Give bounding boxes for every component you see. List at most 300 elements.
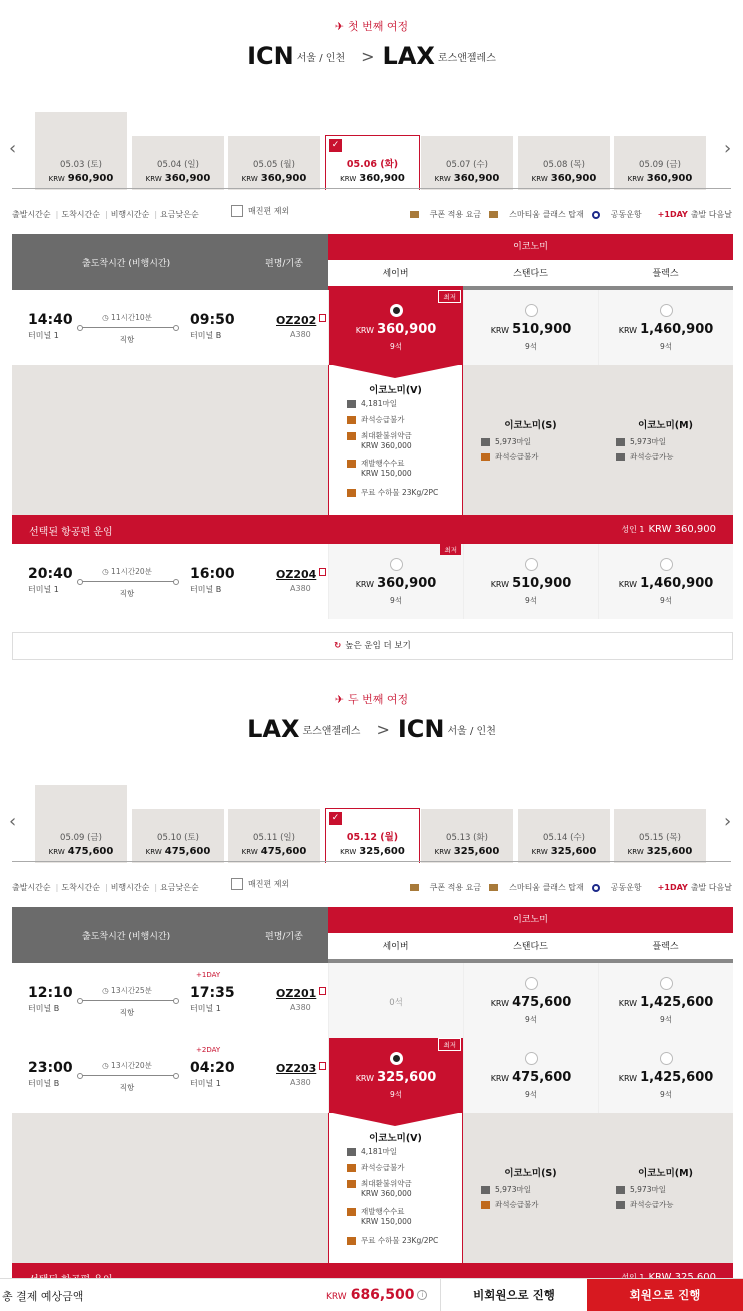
fare-cell[interactable] [463, 963, 598, 1038]
popup-icon [319, 568, 326, 576]
seats-left: 9석 [659, 596, 673, 605]
next-date-arrow-icon[interactable]: › [724, 811, 732, 832]
fare-price [464, 322, 598, 337]
seats-left: 9석 [524, 1015, 538, 1024]
fare-header: 플렉스 [598, 260, 733, 290]
dep-time: 14:40 [28, 312, 73, 328]
separator: | [154, 883, 158, 892]
fare-detail-panel [12, 365, 733, 515]
flight-number-link[interactable] [276, 1062, 326, 1075]
detail-item [347, 1206, 404, 1217]
date-label: 05.04 (일) [157, 160, 199, 170]
fare-radio[interactable] [660, 977, 673, 990]
sort-option[interactable]: 비행시간순 [110, 883, 150, 892]
refund-icon [347, 432, 356, 440]
currency-label: KRW [355, 1074, 375, 1083]
trip1-date-selector [0, 108, 743, 190]
dep-time: 20:40 [28, 566, 73, 582]
date-tab[interactable] [228, 809, 320, 863]
detail-item-text: 5,973마일 [495, 1185, 531, 1194]
date-tab[interactable] [421, 809, 513, 863]
currency-label: KRW [434, 175, 451, 183]
mile-icon [616, 1186, 625, 1194]
legend-codeshare-text: 공동운항 [610, 883, 642, 892]
date-price-value: 325,600 [453, 846, 500, 857]
fare-header: 스탠다드 [463, 933, 598, 963]
flight-type: 직항 [119, 335, 135, 344]
fare-radio[interactable] [660, 558, 673, 571]
detail-item-text: 5,973마일 [630, 1185, 666, 1194]
arr-terminal: 터미널 1 [190, 1079, 221, 1088]
detail-item-text: KRW 360,000 [361, 1189, 412, 1198]
divider [12, 861, 731, 862]
currency-label: KRW [618, 326, 638, 335]
arr-time: 16:00 [190, 566, 235, 582]
economy-header: 이코노미 [328, 234, 733, 260]
seats-left: 9석 [389, 342, 403, 351]
date-tab[interactable] [35, 785, 127, 863]
popup-icon [319, 314, 326, 322]
dep-terminal: 터미널 B [28, 1004, 60, 1013]
seats-left: 9석 [524, 1090, 538, 1099]
flight-number-link[interactable] [276, 314, 326, 327]
refresh-icon: ↻ [334, 641, 342, 651]
arr-time: 17:35 [190, 985, 235, 1001]
info-icon[interactable]: i [417, 1290, 427, 1300]
prev-date-arrow-icon[interactable]: ‹ [9, 138, 17, 159]
flight-number-link[interactable] [276, 987, 326, 1000]
selected-fare-label: 선택된 항공편 운임 [29, 527, 113, 538]
flight-row[interactable] [12, 1038, 733, 1113]
date-label: 05.05 (월) [253, 160, 295, 170]
dep-time: 23:00 [28, 1060, 73, 1076]
date-price-value: 325,600 [646, 846, 693, 857]
date-tab[interactable] [421, 136, 513, 190]
filter-bar [0, 204, 743, 224]
seats-left: 9석 [389, 1090, 403, 1099]
legend-1day-badge: +1DAY [657, 883, 688, 892]
seat-icon [481, 1201, 490, 1209]
detail-item-text: 최대환불위약금 [361, 431, 412, 440]
trip1-label-text: 첫 번째 여정 [348, 20, 409, 33]
guest-checkout-button[interactable]: 비회원으로 진행 [440, 1279, 587, 1311]
currency-label: KRW [241, 175, 258, 183]
date-price [614, 846, 706, 857]
date-tab[interactable] [518, 136, 610, 190]
arr-terminal: 터미널 B [190, 585, 222, 594]
date-price-value: 475,600 [67, 846, 114, 857]
selected-fare-total [621, 524, 716, 535]
fare-price [599, 576, 733, 591]
sort-option[interactable]: 요금낮은순 [160, 883, 199, 892]
col-time-header: 출도착시간 (비행시간) [82, 932, 171, 942]
legend-1day-text: 출발 다음날 [690, 210, 732, 219]
fare-cell[interactable] [598, 544, 733, 619]
legend-1day-text: 출발 다음날 [690, 883, 732, 892]
separator: | [154, 210, 158, 219]
fare-cell[interactable] [328, 1038, 463, 1113]
more-fares-button[interactable] [12, 632, 733, 660]
checkbox[interactable] [231, 878, 243, 890]
plane-icon: ✈ [334, 693, 345, 706]
fare-header: 플렉스 [598, 933, 733, 963]
date-price-value: 360,900 [260, 173, 307, 184]
legend-smartium [489, 883, 584, 892]
date-tab[interactable] [132, 809, 224, 863]
day-offset-badge: +2DAY [196, 1046, 221, 1054]
flight-type: 직항 [119, 1083, 135, 1092]
date-label: 05.14 (수) [543, 833, 585, 843]
detail-item [481, 451, 538, 462]
clock-icon: ◷ [102, 567, 112, 576]
date-price-value: 360,900 [359, 173, 405, 184]
detail-item [616, 451, 673, 462]
detail-item-text: 최대환불위약금 [361, 1179, 412, 1188]
detail-item-text: 무료 수하물 23Kg/2PC [361, 488, 439, 497]
currency-label: KRW [627, 848, 644, 856]
saver-detail [328, 1113, 463, 1263]
flight-row[interactable] [12, 963, 733, 1038]
next-date-arrow-icon[interactable]: › [724, 138, 732, 159]
fare-price-value: 510,900 [512, 576, 572, 591]
date-tab[interactable] [325, 135, 420, 190]
date-price [421, 173, 513, 184]
fare-cell[interactable] [328, 290, 463, 365]
detail-item-text: KRW 150,000 [361, 469, 412, 478]
fare-radio[interactable] [525, 977, 538, 990]
dest-city: 로스앤젤레스 [437, 52, 496, 64]
fare-price [599, 322, 733, 337]
detail-item-text: 좌석승급불가 [495, 1200, 539, 1209]
fare-radio[interactable] [525, 1052, 538, 1065]
fare-price-value: 1,460,900 [640, 576, 714, 591]
detail-item [347, 414, 404, 425]
detail-item [481, 1199, 538, 1210]
member-checkout-button[interactable]: 회원으로 진행 [587, 1279, 743, 1311]
legend-1day [650, 210, 732, 219]
saver-detail-title: 이코노미(V) [369, 385, 422, 396]
seats-left: 9석 [389, 596, 403, 605]
seats-left: 9석 [659, 1015, 673, 1024]
fare-price-value: 1,460,900 [640, 322, 714, 337]
aircraft-type: A380 [290, 1078, 311, 1087]
currency-label: KRW [618, 999, 638, 1008]
total-label: 총 결제 예상금액 [2, 1290, 84, 1303]
seat-icon [347, 1164, 356, 1172]
route-arrow-icon: > [361, 46, 375, 66]
sort-option[interactable]: 출발시간순 [12, 883, 51, 892]
fare-price-value: 1,425,600 [640, 995, 714, 1010]
origin-city: 서울 / 인천 [296, 52, 346, 64]
fare-cell[interactable] [463, 544, 598, 619]
fare-radio[interactable] [390, 304, 403, 317]
currency-label: KRW [434, 848, 451, 856]
fare-radio[interactable] [390, 1052, 403, 1065]
fare-radio[interactable] [525, 304, 538, 317]
date-label: 05.15 (목) [639, 833, 681, 843]
bag-icon [347, 489, 356, 497]
seats-left: 9석 [659, 342, 673, 351]
sort-option[interactable]: 도착시간순 [61, 210, 100, 219]
currency-label: KRW [241, 848, 258, 856]
detail-item-text: 좌석승급가능 [630, 452, 674, 461]
trip1-route [0, 42, 743, 70]
detail-item [361, 469, 412, 478]
duration-text: 11시간10분 [111, 313, 152, 322]
soldout-filter[interactable] [231, 205, 289, 217]
day-offset-badge: +1DAY [196, 971, 221, 979]
detail-item [361, 1189, 412, 1198]
fare-cell[interactable] [328, 544, 463, 619]
currency-label: KRW [531, 175, 548, 183]
fare-price-value: 510,900 [512, 322, 572, 337]
payment-footer [0, 1278, 743, 1311]
total-price: 686,500 [350, 1287, 415, 1303]
fare-radio[interactable] [525, 558, 538, 571]
selected-fare-bar [12, 515, 733, 544]
fare-price [599, 1070, 733, 1085]
detail-item [347, 1146, 397, 1157]
date-label: 05.11 (일) [253, 833, 295, 843]
seats-left: 9석 [524, 596, 538, 605]
fare-price-value: 325,600 [377, 1070, 437, 1085]
detail-item [616, 1184, 666, 1195]
flight-type: 직항 [119, 589, 135, 598]
seats-left: 9석 [524, 342, 538, 351]
detail-item-text: 좌석승급가능 [630, 1200, 674, 1209]
fare-radio[interactable] [660, 304, 673, 317]
date-price-value: 325,600 [359, 846, 405, 857]
date-label: 05.12 (월) [346, 832, 399, 843]
flight-row[interactable] [12, 544, 733, 619]
fare-price [329, 322, 463, 337]
detail-item-text: 4,181마일 [361, 1147, 397, 1156]
date-tab[interactable] [614, 136, 706, 190]
dep-terminal: 터미널 1 [28, 331, 59, 340]
date-tab[interactable] [35, 112, 127, 190]
trip2-date-selector [0, 781, 743, 863]
date-price [326, 846, 419, 857]
reissue-icon [347, 460, 356, 468]
duration-text: 11시간20분 [111, 567, 152, 576]
legend-smartium-text: 스마티움 클래스 탑재 [509, 883, 584, 892]
date-price-value: 360,900 [164, 173, 211, 184]
trip1-flight-table [12, 234, 733, 624]
standard-detail-title: 이코노미(S) [504, 420, 557, 431]
table-header-left [12, 234, 328, 290]
detail-item [347, 398, 397, 409]
currency-label: KRW [145, 848, 162, 856]
aircraft-type: A380 [290, 1003, 311, 1012]
currency-label: KRW [145, 175, 162, 183]
fare-detail-panel [12, 1113, 733, 1263]
fare-header: 스탠다드 [463, 260, 598, 290]
mile-icon [481, 1186, 490, 1194]
soldout-filter[interactable] [231, 878, 289, 890]
separator: | [55, 210, 59, 219]
date-price [518, 846, 610, 857]
duration-text: 13시간20분 [111, 1061, 152, 1070]
currency-label: KRW [355, 326, 375, 335]
seat-icon [481, 453, 490, 461]
fare-cell[interactable] [328, 963, 463, 1038]
arr-terminal: 터미널 B [190, 331, 222, 340]
saver-detail [328, 365, 463, 515]
legend-coupon-text: 쿠폰 적용 요금 [429, 210, 482, 219]
lowest-badge: 최저 [440, 544, 461, 555]
date-label: 05.08 (목) [543, 160, 585, 170]
seat-icon [347, 416, 356, 424]
route-arrow-icon: > [376, 719, 390, 739]
aircraft-type: A380 [290, 584, 311, 593]
mile-icon [616, 438, 625, 446]
seats-left: 0석 [389, 998, 403, 1008]
prev-date-arrow-icon[interactable]: ‹ [9, 811, 17, 832]
currency-label: KRW [340, 848, 357, 856]
fare-header: 세이버 [328, 933, 463, 963]
checkmark-icon: ✓ [329, 812, 342, 825]
detail-pointer [328, 1112, 463, 1126]
codeshare-icon [592, 884, 600, 892]
flight-number: OZ203 [276, 1062, 317, 1075]
flight-number: OZ204 [276, 568, 317, 581]
duration [82, 566, 172, 577]
date-tab[interactable] [325, 808, 420, 863]
flex-detail-title: 이코노미(M) [638, 1168, 693, 1179]
date-price-value: 360,900 [453, 173, 500, 184]
fare-price-value: 360,900 [377, 322, 437, 337]
flex-detail-title: 이코노미(M) [638, 420, 693, 431]
separator: | [55, 883, 59, 892]
date-tab[interactable] [132, 136, 224, 190]
currency-label: KRW [490, 999, 510, 1008]
sort-option[interactable]: 비행시간순 [110, 210, 150, 219]
fare-price [464, 1070, 598, 1085]
sort-options [12, 882, 201, 893]
fare-price-value: 475,600 [512, 995, 572, 1010]
seat-icon [489, 884, 498, 891]
arr-time: 04:20 [190, 1060, 235, 1076]
sort-option[interactable]: 도착시간순 [61, 883, 100, 892]
flight-row[interactable] [12, 290, 733, 365]
fare-cell[interactable] [598, 963, 733, 1038]
refund-icon [347, 1180, 356, 1188]
detail-item [361, 441, 412, 450]
detail-item [347, 1235, 438, 1246]
selected-price: KRW 360,900 [648, 524, 716, 535]
flight-number-link[interactable] [276, 568, 326, 581]
dest-code: LAX [382, 42, 435, 70]
duration-text: 13시간25분 [111, 986, 152, 995]
economy-header: 이코노미 [328, 907, 733, 933]
dep-terminal: 터미널 1 [28, 585, 59, 594]
flex-detail [598, 1113, 733, 1263]
currency-label: KRW [490, 326, 510, 335]
fare-price-value: 475,600 [512, 1070, 572, 1085]
standard-detail [463, 1113, 598, 1263]
currency-label: KRW [531, 848, 548, 856]
date-label: 05.10 (토) [157, 833, 199, 843]
sort-option[interactable]: 출발시간순 [12, 210, 51, 219]
date-tab[interactable] [614, 809, 706, 863]
fare-radio[interactable] [660, 1052, 673, 1065]
legend-1day [650, 883, 732, 892]
fare-price [329, 576, 463, 591]
standard-detail [463, 365, 598, 515]
standard-detail-title: 이코노미(S) [504, 1168, 557, 1179]
date-tab[interactable] [518, 809, 610, 863]
date-price [35, 173, 127, 184]
currency-label: KRW [326, 1292, 347, 1302]
date-price [228, 846, 320, 857]
fare-header: 세이버 [328, 260, 463, 290]
popup-icon [319, 1062, 326, 1070]
detail-item [481, 436, 531, 447]
mile-icon [481, 438, 490, 446]
currency-label: KRW [618, 580, 638, 589]
flight-type: 직항 [119, 1008, 135, 1017]
legend [402, 209, 732, 220]
col-flight-header: 편명/기종 [265, 932, 303, 942]
flex-detail [598, 365, 733, 515]
dest-code: ICN [397, 715, 445, 743]
date-price [421, 846, 513, 857]
fare-cell[interactable] [598, 1038, 733, 1113]
date-price [132, 846, 224, 857]
detail-item [616, 1199, 673, 1210]
duration-line [80, 1000, 176, 1001]
checkmark-icon: ✓ [329, 139, 342, 152]
detail-item [347, 1178, 412, 1189]
legend-coupon [410, 210, 481, 219]
flight-number: OZ202 [276, 314, 317, 327]
date-label: 05.07 (수) [446, 160, 488, 170]
fare-price [464, 995, 598, 1010]
date-price-value: 960,900 [67, 173, 114, 184]
currency-label: KRW [355, 580, 375, 589]
detail-item-text: KRW 360,000 [361, 441, 412, 450]
legend-coupon-text: 쿠폰 적용 요금 [429, 883, 482, 892]
legend-coupon [410, 883, 481, 892]
lowest-badge: 최저 [438, 1038, 461, 1051]
currency-label: KRW [48, 175, 65, 183]
reissue-icon [347, 1208, 356, 1216]
checkbox[interactable] [231, 205, 243, 217]
duration [82, 312, 172, 323]
date-price [518, 173, 610, 184]
date-tab[interactable] [228, 136, 320, 190]
currency-label: KRW [627, 175, 644, 183]
fare-cell[interactable] [598, 290, 733, 365]
currency-label: KRW [48, 848, 65, 856]
bag-icon [347, 1237, 356, 1245]
date-label: 05.13 (화) [446, 833, 488, 843]
currency-label: KRW [490, 1074, 510, 1083]
fare-radio[interactable] [390, 558, 403, 571]
sort-option[interactable]: 요금낮은순 [160, 210, 199, 219]
detail-item-text: 5,973마일 [630, 437, 666, 446]
fare-cell[interactable] [463, 290, 598, 365]
date-label: 05.06 (화) [346, 159, 399, 170]
detail-item-text: 좌석승급불가 [361, 1163, 405, 1172]
currency-label: KRW [618, 1074, 638, 1083]
date-label: 05.03 (토) [60, 160, 102, 170]
seats-left: 9석 [659, 1090, 673, 1099]
saver-detail-title: 이코노미(V) [369, 1133, 422, 1144]
date-label: 05.09 (금) [60, 833, 102, 843]
detail-item-text: 재발행수수료 [361, 459, 405, 468]
fare-cell[interactable] [463, 1038, 598, 1113]
